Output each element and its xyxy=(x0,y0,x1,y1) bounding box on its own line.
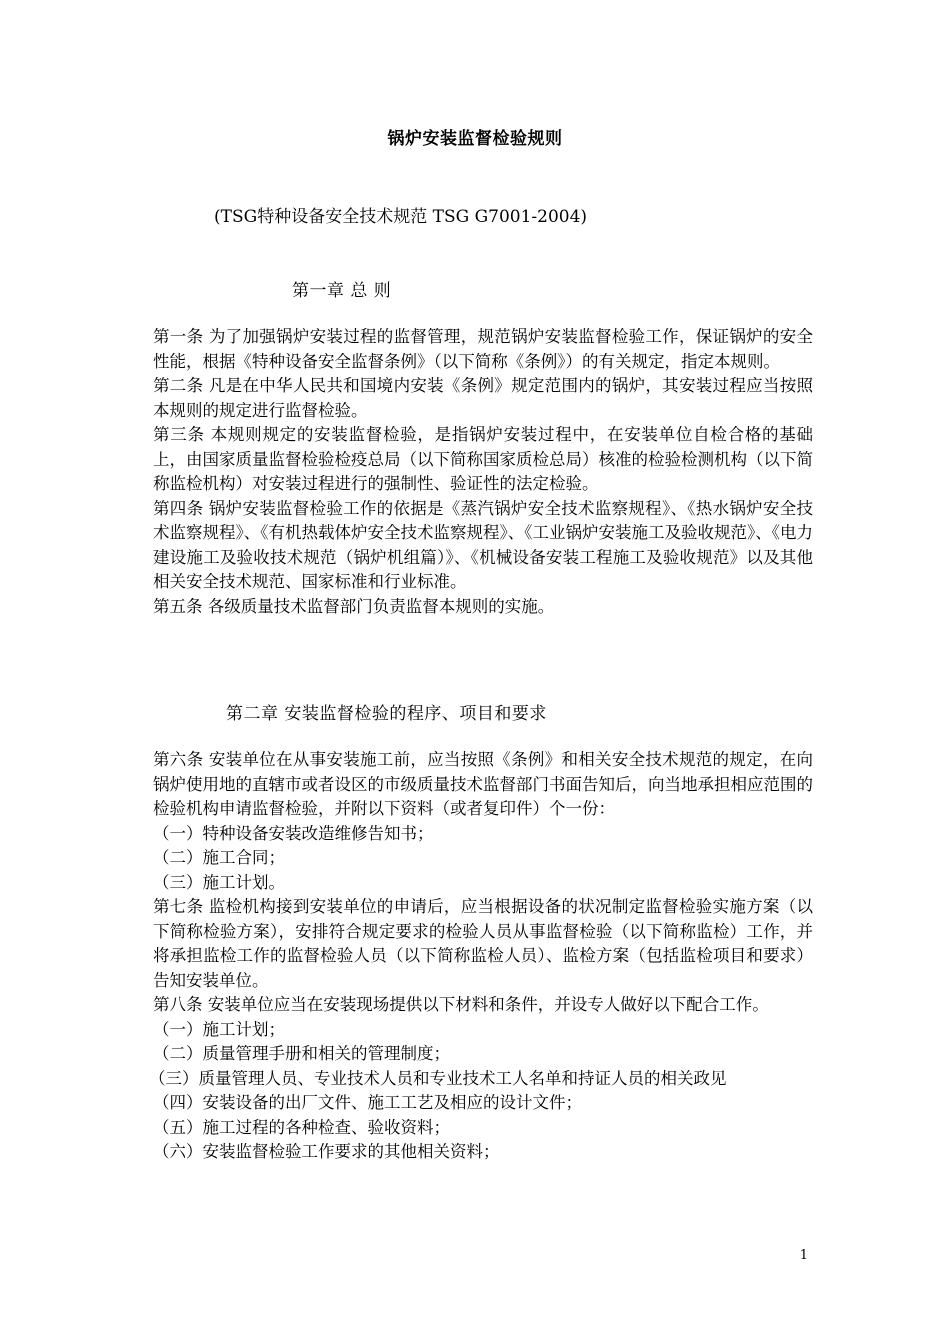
article-4: 第四条 锅炉安装监督检验工作的依据是《蒸汽锅炉安全技术监察规程》、《热水锅炉安全技术监察规程》、《有机热载体炉安全技术监察规程》、《工业锅炉安装施工及验收规范》、《电力建设施工及验收技术规范（锅炉机组篇）》、《机械设备安装工程施工及验收规范》以及其他相关安全技术规范、国家标准和行业标准。 xyxy=(153,498,813,591)
article-3: 第三条 本规则规定的安装监督检验，是指锅炉安装过程中，在安装单位自检合格的基础上，由国家质量监督检验检疫总局（以下简称国家质检总局）核准的检验检测机构（以下简称监检机构）对安装过程进行的强制性、验证性的法定检验。 xyxy=(153,425,813,493)
list-item: （二）质量管理手册和相关的管理制度； xyxy=(153,1044,450,1063)
article-5: 第五条 各级质量技术监督部门负责监督本规则的实施。 xyxy=(153,596,555,616)
document-subtitle: (TSG特种设备安全技术规范 TSG G7001-2004) xyxy=(214,207,588,227)
article-7: 第七条 监检机构接到安装单位的申请后，应当根据设备的状况制定监督检验实施方案（以下简称检验方案），安排符合规定要求的检验人员从事监督检验（以下简称监检）工作，并将承担监检工作的监督检验人员（以下简称监检人员）、监检方案（包括监检项目和要求）告知安装单位。 xyxy=(153,897,813,990)
list-item: （三）质量管理人员、专业技术人员和专业技术工人名单和持证人员的相关政见 xyxy=(149,1068,727,1088)
list-item: （一）特种设备安装改造维修告知书； xyxy=(153,823,434,843)
chapter-2-body xyxy=(143,748,813,1165)
article-6: 第六条 安装单位在从事安装施工前，应当按照《条例》和相关安全技术规范的规定，在向锅炉使用地的直辖市或者设区的市级质量技术监督部门书面告知后，向当地承担相应范围的检验机构申请监督检验，并附以下资料（或者复印件）个一份： xyxy=(153,750,813,818)
list-item: （六）安装监督检验工作要求的其他相关资料； xyxy=(153,1142,500,1161)
list-item: （四）安装设备的出厂文件、施工工艺及相应的设计文件； xyxy=(153,1093,582,1112)
list-item: （二）施工合同； xyxy=(153,848,285,867)
article-8: 第八条 安装单位应当在安装现场提供以下材料和条件，并设专人做好以下配合工作。 xyxy=(153,995,769,1014)
chapter-1-body xyxy=(143,325,813,619)
list-item: （一）施工计划； xyxy=(153,1019,285,1039)
article-1: 第一条 为了加强锅炉安装过程的监督管理，规范锅炉安装监督检验工作，保证锅炉的安全性能，根据《特种设备安全监督条例》（以下简称《条例》）的有关规定，指定本规则。 xyxy=(153,327,813,371)
document-title: 锅炉安装监督检验规则 xyxy=(387,129,563,149)
chapter-1-heading: 第一章 总 则 xyxy=(292,281,392,301)
page-number: 1 xyxy=(799,1248,808,1263)
chapter-2-heading: 第二章 安装监督检验的程序、项目和要求 xyxy=(226,704,547,724)
article-2: 第二条 凡是在中华人民共和国境内安装《条例》规定范围内的锅炉，其安装过程应当按照本规则的规定进行监督检验。 xyxy=(153,376,813,420)
list-item: （三）施工计划。 xyxy=(153,872,285,892)
list-item: （五）施工过程的各种检查、验收资料； xyxy=(153,1117,450,1137)
